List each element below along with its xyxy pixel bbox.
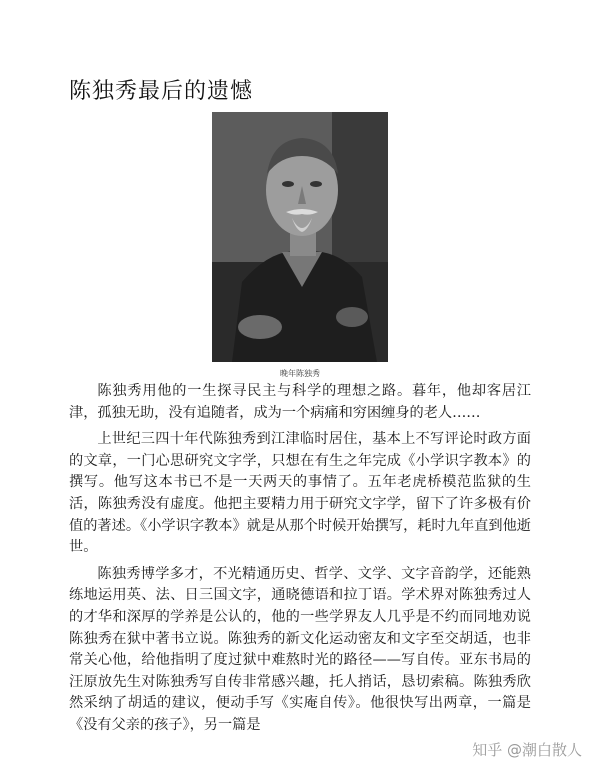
zhihu-watermark: 知乎 @潮白散人 xyxy=(472,741,582,759)
portrait-photo-icon xyxy=(212,112,388,362)
article-title: 陈独秀最后的遗憾 xyxy=(69,79,254,104)
photo-caption: 晚年陈独秀 xyxy=(280,369,320,378)
portrait-photo xyxy=(212,112,388,362)
paragraph: 上世纪三四十年代陈独秀到江津临时居住，基本上不写评论时政方面的文章，一门心思研究文字学，只想在有生之年完成《小学识字教本》的撰写。他写这本书已不是一天两天的事情了。五年老虎桥模范监狱的生活，陈独秀没有虚度。他把主要精力用于研究文字学，留下了许多极有价值的著述。《小学识字教本》就是从那个时候开始撰写，耗时九年直到他逝世。 xyxy=(69,431,531,556)
paragraph: 陈独秀博学多才，不光精通历史、哲学、文学、文字音韵学，还能熟练地运用英、法、日三国文字，通晓德语和拉丁语。学术界对陈独秀过人的才华和深厚的学养是公认的，他的一些学界友人几乎是不约而同地劝说陈独秀在狱中著书立说。陈独秀的新文化运动密友和文字至交胡适，也非常关心他，给他指明了度过狱中难熬时光的路径——写自传。亚东书局的汪原放先生对陈独秀写自传非常感兴趣，托人捎话，恳切索稿。陈独秀欣然采纳了胡适的建议，便动手写《实庵自传》。他很快写出两章，一篇是《没有父亲的孩子》，另一篇是 xyxy=(69,565,531,733)
article-body xyxy=(69,381,531,742)
paragraph: 陈独秀用他的一生探寻民主与科学的理想之路。暮年，他却客居江津，孤独无助，没有追随者，成为一个病痛和穷困缠身的老人…… xyxy=(69,383,531,421)
